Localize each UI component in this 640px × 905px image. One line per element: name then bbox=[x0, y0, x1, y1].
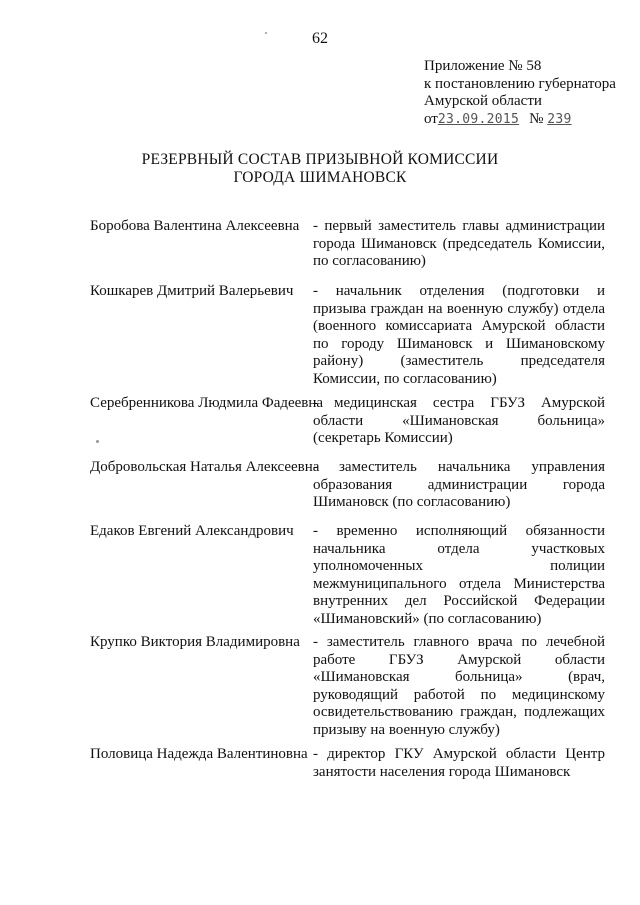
member-role: - начальник отделения (подготовки и призыва граждан на военную службу) отдела (военного комиссариата Амурской области по городу Шимановск и Шимановскому району) (заместитель председателя Комиссии, по согласованию) bbox=[313, 283, 605, 387]
title-line-1: РЕЗЕРВНЫЙ СОСТАВ ПРИЗЫВНОЙ КОМИССИИ bbox=[141, 151, 499, 168]
member-role: - директор ГКУ Амурской области Центр занятости населения города Шимановск bbox=[313, 746, 605, 780]
scan-speck bbox=[96, 440, 99, 443]
member-name: Кошкарев Дмитрий Валерьевич bbox=[90, 283, 294, 299]
date-prefix: от bbox=[424, 110, 438, 127]
decree-number: 239 bbox=[547, 111, 572, 127]
appendix-region: Амурской области bbox=[424, 93, 542, 109]
member-name: Добровольская Наталья Алексеевна bbox=[90, 459, 320, 475]
page-number: 62 bbox=[312, 30, 328, 47]
member-role: - медицинская сестра ГБУЗ Амурской области «Шимановская больница» (секретарь Комиссии) bbox=[313, 395, 605, 446]
document-title bbox=[0, 151, 640, 186]
member-role: - заместитель главного врача по лечебной работе ГБУЗ Амурской области «Шимановская больница» (врач, руководящий работой по медицинскому освидетельствованию граждан, подлежащих призыву на военную службу) bbox=[313, 634, 605, 738]
appendix-date-line bbox=[424, 111, 616, 129]
member-role: - временно исполняющий обязанности начальника отдела участковых уполномоченных полиции межмуниципального отдела Министерства внутренних дел Российской Федерации «Шимановский» (по согласованию) bbox=[313, 523, 605, 627]
title-line-2: ГОРОДА ШИМАНОВСК bbox=[233, 168, 407, 186]
appendix-reference: к постановлению губернатора bbox=[424, 75, 616, 92]
scan-speck bbox=[265, 32, 267, 34]
member-name: Боробова Валентина Алексеевна bbox=[90, 218, 300, 234]
number-prefix: № bbox=[529, 110, 544, 127]
member-name: Половица Надежда Валентиновна bbox=[90, 746, 308, 762]
member-role: - первый заместитель главы администрации города Шимановск (председатель Комиссии, по согласованию) bbox=[313, 218, 605, 269]
member-name: Крупко Виктория Владимировна bbox=[90, 634, 300, 650]
decree-date: 23.09.2015 bbox=[437, 111, 520, 127]
appendix-header bbox=[424, 58, 616, 128]
member-name: Серебренникова Людмила Фадеевна bbox=[90, 395, 324, 411]
appendix-number: Приложение № 58 bbox=[424, 58, 542, 74]
member-name: Едаков Евгений Александрович bbox=[90, 523, 294, 539]
member-role: - заместитель начальника управления образования администрации города Шимановск (по согласованию) bbox=[313, 459, 605, 510]
